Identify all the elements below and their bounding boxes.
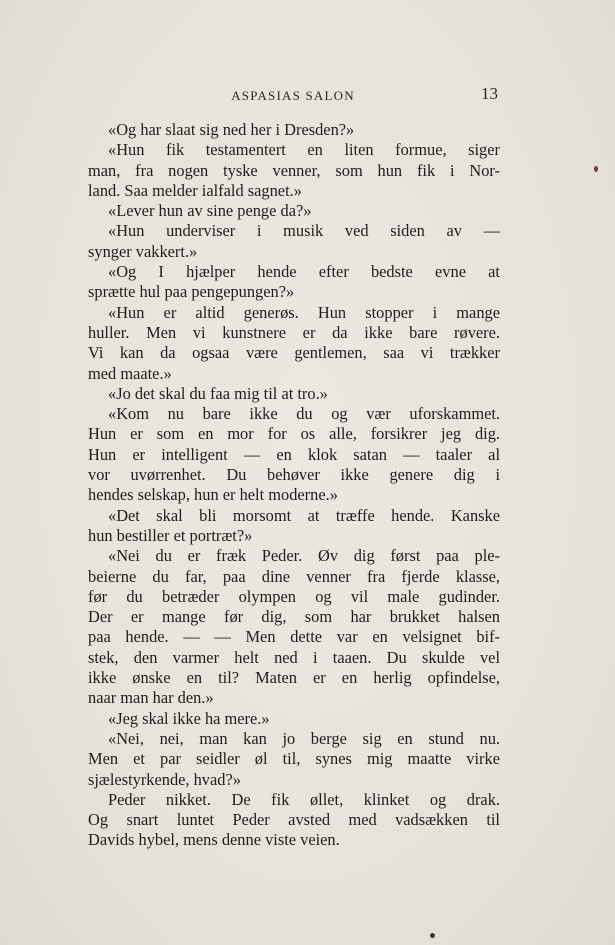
- text-line: vor uvørrenhet. Du behøver ikke genere dig i: [88, 465, 500, 485]
- text-line: synger vakkert.»: [88, 241, 198, 261]
- text-line: huller. Men vi kunstnere er da ikke bare røvere.: [88, 322, 500, 342]
- text-line: «Og har slaat sig ned her i Dresden?»: [108, 120, 355, 139]
- page-header: [88, 86, 498, 108]
- text-line: «Og I hjælper hende efter bedste evne at: [108, 262, 500, 282]
- text-line: beierne du far, paa dine venner fra fjerde klasse,: [88, 566, 500, 586]
- text-line: Der er mange før dig, som har brukket halsen: [88, 607, 500, 627]
- running-title: ASPASIAS SALON: [231, 88, 355, 103]
- text-line: hendes selskap, hun er helt moderne.»: [88, 485, 338, 505]
- text-line: «Nei du er fræk Peder. Øv dig først paa ple-: [108, 546, 500, 566]
- paper-speck: [594, 166, 598, 172]
- text-line: Men et par seidler øl til, synes mig maatte virke: [88, 749, 500, 769]
- text-line: Og snart luntet Peder avsted med vadsækken til: [88, 810, 500, 830]
- text-line: «Kom nu bare ikke du og vær uforskammet.: [108, 404, 500, 424]
- text-line: «Nei, nei, man kan jo berge sig en stund nu.: [108, 728, 500, 748]
- text-line: ikke ønske en til? Maten er en herlig opfindelse,: [88, 668, 500, 688]
- text-line: «Jo det skal du faa mig til at tro.»: [108, 383, 328, 403]
- text-line: «Det skal bli morsomt at træffe hende. Kanske: [108, 505, 500, 525]
- paper-speck: [430, 933, 435, 938]
- text-line: «Jeg skal ikke ha mere.»: [108, 708, 270, 728]
- text-line: hun bestiller et portræt?»: [88, 525, 253, 545]
- text-line: Hun er intelligent — en klok satan — taaler al: [88, 444, 500, 464]
- text-line: man, fra nogen tyske venner, som hun fik i Nor-: [88, 160, 500, 180]
- text-line: paa hende. — — Men dette var en velsignet bif-: [88, 627, 500, 647]
- text-line: Vi kan da ogsaa være gentlemen, saa vi trækker: [88, 343, 500, 363]
- text-line: Hun er som en mor for os alle, forsikrer jeg dig.: [88, 424, 500, 444]
- page-number: 13: [481, 84, 498, 103]
- text-line: sjælestyrkende, hvad?»: [88, 769, 241, 789]
- text-line: Peder nikket. De fik øllet, klinket og drak.: [108, 789, 500, 809]
- text-line: Davids hybel, mens denne viste veien.: [88, 830, 340, 850]
- text-line: naar man har den.»: [88, 688, 214, 708]
- text-line: med maate.»: [88, 363, 172, 383]
- text-line: sprætte hul paa pengepungen?»: [88, 282, 295, 302]
- text-line: land. Saa melder ialfald sagnet.»: [88, 180, 302, 200]
- body-text: [88, 120, 500, 851]
- text-line: før du betræder olympen og vil male gudinder.: [88, 586, 500, 606]
- text-line: «Hun fik testamentert en liten formue, siger: [108, 140, 500, 160]
- text-line: «Hun underviser i musik ved siden av —: [108, 221, 500, 241]
- text-line: «Hun er altid generøs. Hun stopper i mange: [108, 302, 500, 322]
- text-line: stek, den varmer helt ned i taaen. Du skulde vel: [88, 647, 500, 667]
- text-line: «Lever hun av sine penge da?»: [108, 201, 312, 221]
